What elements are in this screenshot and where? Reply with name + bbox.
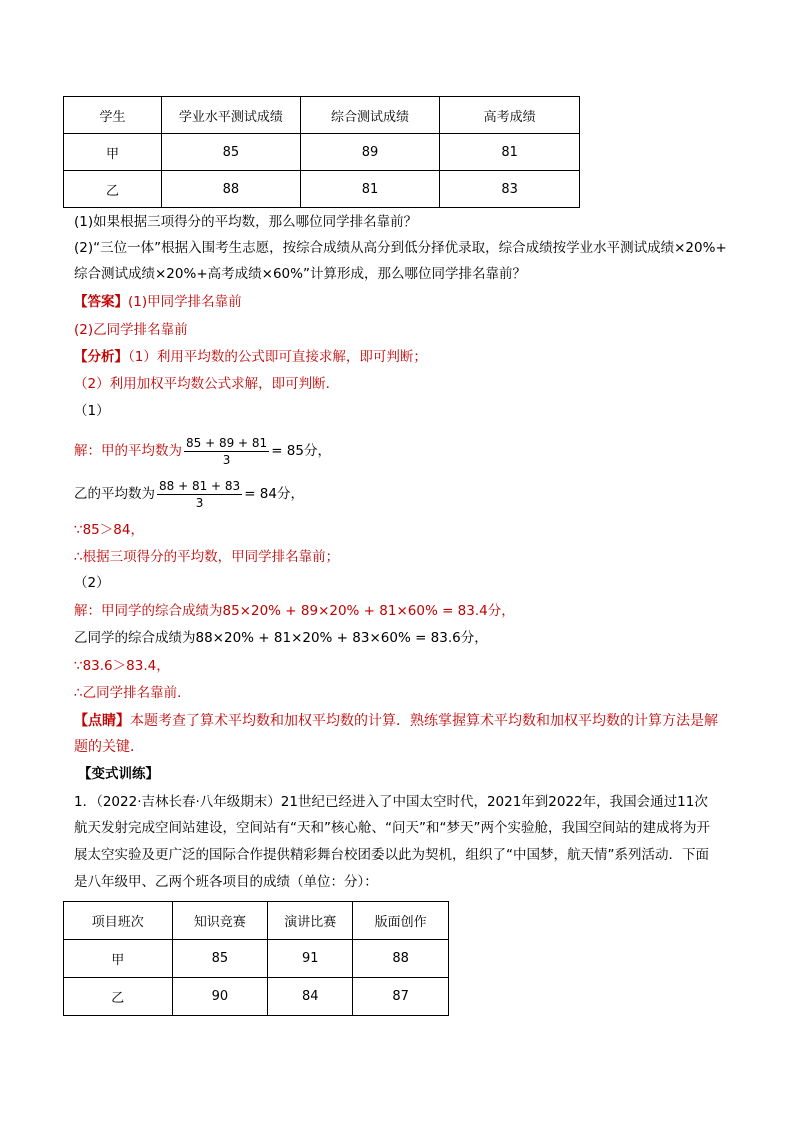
table-header-cell: 版面创作	[353, 902, 449, 940]
table-cell: 90	[172, 978, 268, 1016]
table-header-row	[64, 97, 580, 134]
table-header-row	[64, 902, 449, 940]
table-cell: 85	[172, 940, 268, 978]
table-header-cell: 演讲比赛	[268, 902, 353, 940]
solution-part-2-label: （2）	[74, 575, 110, 591]
answer-2: (2)乙同学排名靠前	[74, 322, 188, 338]
comment-line-1	[74, 711, 718, 731]
table-cell: 88	[353, 940, 449, 978]
table-cell: 81	[300, 171, 440, 208]
yi-average-equation	[74, 477, 304, 511]
yi-composite-equation: 乙同学的综合成绩为88×20% + 81×20% + 83×60% = 83.6分，	[74, 630, 488, 646]
fraction-denominator: 3	[222, 452, 231, 467]
analysis-tag: 【分析】	[74, 349, 128, 365]
fraction-denominator: 3	[195, 495, 204, 510]
table-row	[64, 171, 580, 208]
table-header-cell: 项目班次	[64, 902, 173, 940]
practice-text-1: 1．（2022·吉林长春·八年级期末）21世纪已经进入了中国太空时代，2021年到2022年，我国会通过11次	[74, 794, 708, 810]
question-2-line-2: 综合测试成绩×20%+高考成绩×60%”计算形成，那么哪位同学排名靠前？	[74, 266, 526, 282]
conclusion-1: ∴根据三项得分的平均数，甲同学排名靠前；	[74, 549, 340, 565]
answer-1: (1)甲同学排名靠前	[128, 294, 242, 310]
analysis-line-1	[74, 347, 427, 367]
practice-text-2: 航天发射完成空间站建设，空间站有“天和”核心舱、“问天”和“梦天”两个实验舱，我国空间站的建成将为开	[74, 820, 710, 836]
fraction-numerator: 85 + 89 + 81	[186, 435, 268, 450]
table-cell: 85	[162, 134, 301, 171]
comment-tag: 【点睛】	[74, 713, 130, 729]
yi-average-fraction	[157, 478, 242, 511]
question-2-line-1: (2)“三位一体”根据入围考生志愿，按综合成绩从高分到低分择优录取，综合成绩按学业水平测试成绩×20%+	[74, 240, 727, 256]
table-cell: 甲	[64, 134, 162, 171]
analysis-text-2: （2）利用加权平均数公式求解，即可判断．	[74, 376, 340, 392]
table-cell: 88	[162, 171, 301, 208]
practice-text-3: 展太空实验及更广泛的国际合作提供精彩舞台校团委以此为契机，组织了“中国梦，航天情”系列活动．下面	[74, 847, 709, 863]
table-row	[64, 134, 580, 171]
jia-composite-equation: 解：甲同学的综合成绩为85×20% + 89×20% + 81×60% = 83.4分，	[74, 603, 515, 619]
answer-line-1	[74, 292, 242, 312]
analysis-text-1: （1）利用平均数的公式即可直接求解，即可判断；	[128, 349, 427, 365]
table-cell: 81	[440, 134, 580, 171]
score-table-students	[63, 96, 580, 208]
table-cell: 89	[300, 134, 440, 171]
table-cell: 甲	[64, 940, 173, 978]
conclusion-2: ∴乙同学排名靠前．	[74, 685, 191, 701]
table-cell: 87	[353, 978, 449, 1016]
score-table-classes	[63, 901, 449, 1016]
comparison-1: ∵85＞84，	[74, 522, 144, 538]
question-1: (1)如果根据三项得分的平均数，那么哪位同学排名靠前？	[74, 214, 418, 230]
table-cell: 乙	[64, 171, 162, 208]
table-header-cell: 学生	[64, 97, 162, 134]
comparison-2: ∵83.6＞83.4，	[74, 658, 170, 674]
yi-average-prefix: 乙的平均数为	[74, 486, 155, 502]
jia-average-prefix: 解：甲的平均数为	[74, 443, 182, 459]
table-header-cell: 学业水平测试成绩	[162, 97, 301, 134]
jia-average-result: = 85分，	[271, 443, 331, 459]
table-cell: 91	[268, 940, 353, 978]
table-cell: 84	[268, 978, 353, 1016]
comment-text-1: 本题考查了算术平均数和加权平均数的计算．熟练掌握算术平均数和加权平均数的计算方法是解	[130, 713, 718, 729]
table-header-cell: 综合测试成绩	[300, 97, 440, 134]
table-header-cell: 高考成绩	[440, 97, 580, 134]
practice-text-4: 是八年级甲、乙两个班各项目的成绩（单位：分）：	[74, 874, 378, 890]
yi-average-result: = 84分，	[244, 486, 304, 502]
table-header-cell: 知识竞赛	[172, 902, 268, 940]
table-cell: 乙	[64, 978, 173, 1016]
answer-tag: 【答案】	[74, 294, 128, 310]
jia-average-fraction	[184, 435, 269, 468]
table-row	[64, 978, 449, 1016]
comment-text-2: 题的关键．	[74, 739, 144, 755]
practice-heading: 【变式训练】	[78, 766, 159, 782]
jia-average-equation	[74, 434, 331, 468]
table-cell: 83	[440, 171, 580, 208]
table-row	[64, 940, 449, 978]
solution-part-1-label: （1）	[74, 403, 110, 419]
fraction-numerator: 88 + 81 + 83	[159, 478, 241, 493]
